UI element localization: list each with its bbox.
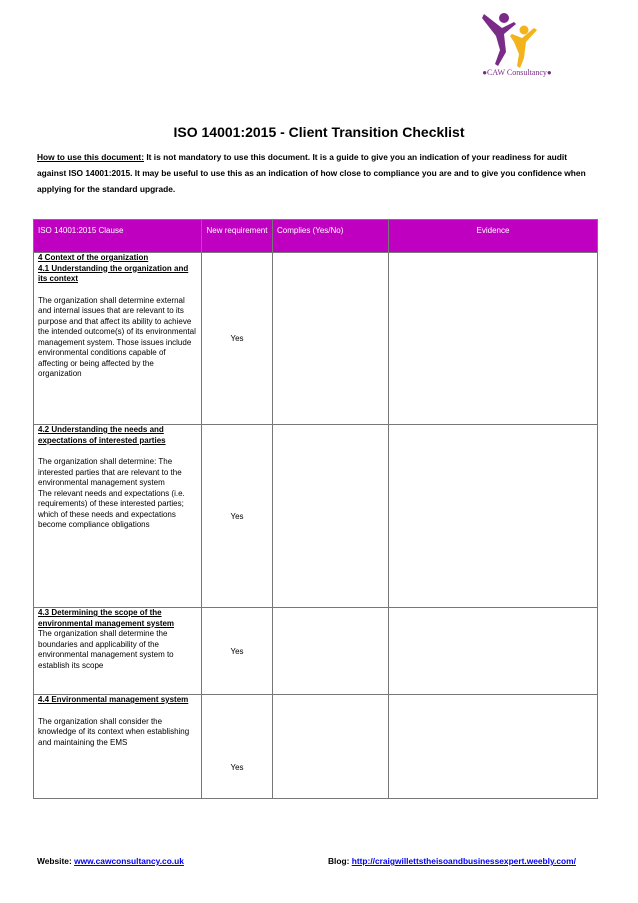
clause-body: The organization shall consider the knowledge of its context when establishing and maintaining the EMS [38,716,190,747]
clause-cell [34,253,202,425]
website-link[interactable]: www.cawconsultancy.co.uk [74,856,184,866]
clause-body: The organization shall determine external and internal issues that are relevant to its purpose and that affect its ability to achieve the intended outcome(s) of its environmental management system. Those issues include environmental conditions capable of affecting or being affected by the organization [38,295,196,378]
new-requirement-cell: Yes [202,695,273,799]
table-row [34,608,598,695]
checklist-table [33,219,598,799]
complies-cell[interactable] [273,695,389,799]
table-row [34,425,598,608]
evidence-cell[interactable] [389,425,598,608]
clause-heading: 4.3 Determining the scope of the environmental management system [38,608,175,628]
table-header-row [34,220,598,253]
clause-cell [34,608,202,695]
clause-body: The organization shall determine the boundaries and applicability of the environmental management system to establish its scope [38,629,174,670]
new-requirement-cell: Yes [202,253,273,425]
complies-cell[interactable] [273,425,389,608]
footer-website [37,856,184,866]
complies-cell[interactable] [273,253,389,425]
clause-body: The organization shall determine: The interested parties that are relevant to the environmental management system The relevant needs and expectations (i.e. requirements) of these interested parties; which of these needs and expectations become compliance obligations [38,457,185,529]
clause-cell [34,695,202,799]
intro-paragraph [37,149,597,197]
evidence-cell[interactable] [389,253,598,425]
blog-link[interactable]: http://craigwillettstheisoandbusinessexpert.weebly.com/ [351,856,576,866]
header-complies: Complies (Yes/No) [273,220,389,253]
header-evidence: Evidence [389,220,598,253]
page-title: ISO 14001:2015 - Client Transition Checklist [173,124,465,140]
clause-heading: 4.4 Environmental management system [38,695,189,704]
clause-cell [34,425,202,608]
new-requirement-cell: Yes [202,425,273,608]
header-new-requirement: New requirement [202,220,273,253]
logo-brand-text: ●CAW Consultancy● [482,68,552,77]
evidence-cell[interactable] [389,608,598,695]
table-row [34,253,598,425]
header-clause: ISO 14001:2015 Clause [34,220,202,253]
table-row [34,695,598,799]
complies-cell[interactable] [273,608,389,695]
website-label: Website: [37,856,75,866]
intro-text: It is not mandatory to use this document. It is a guide to give you an indication of your readiness for audit against ISO 14001:2015. It may be useful to use this as an indication of how close to compliance you are and to give you confidence when applying for the standard upgrade. [37,152,586,194]
new-requirement-cell: Yes [202,608,273,695]
clause-heading: 4 Context of the organization 4.1 Understanding the organization and its context [38,253,189,283]
clause-heading: 4.2 Understanding the needs and expectations of interested parties [38,425,166,445]
intro-label: How to use this document: [37,152,145,162]
blog-label: Blog: [328,856,352,866]
evidence-cell[interactable] [389,695,598,799]
footer-blog [328,856,576,866]
